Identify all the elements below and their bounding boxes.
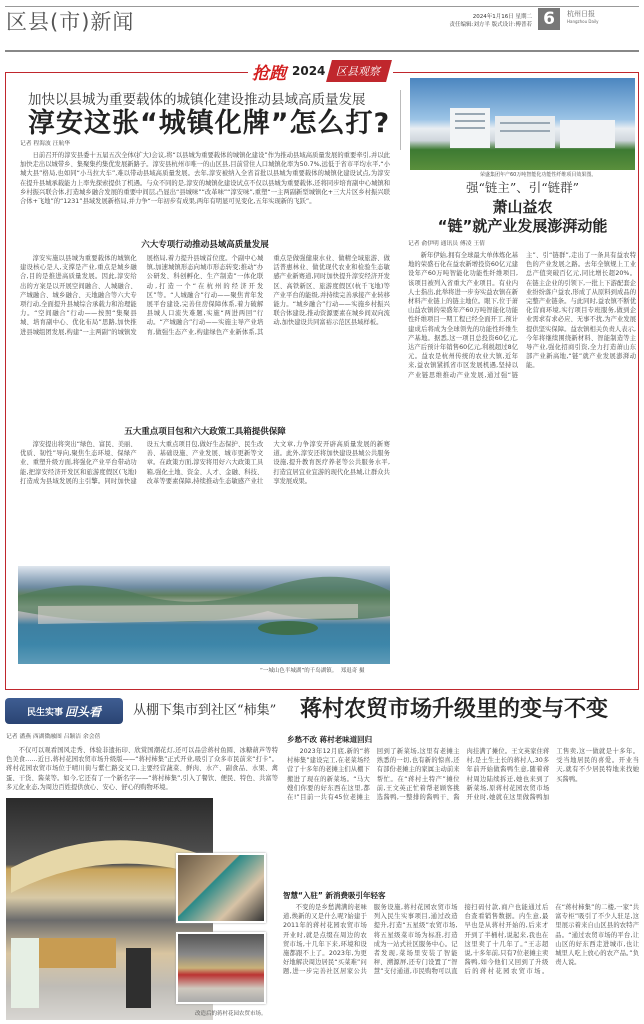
story2-text: 新年伊始,拥有全球最大单体炼化基地的荣盛石化在益农新增投资60亿元建设年产60万吨智能化功能性纤维项目,该项目被列入省重大产业项目。有业内人士指出,此举将进一步夯实益农镇在新材料产业链上的链主地位。眼下,位于萧山益农镇的荣盛年产60万吨智能化功能性纤维项目一期工程已经全面开工,预计建成后将成为全球领先的功能性纤维生产基地。据悉,这一项目总投资60亿元,达产后预计年销售60亿元,利税超过8亿元。益农是杭州传统的农业大镇,近年来,益农镇紧抓省市区发展机遇,坚持以产业链思维推动产业发展,通过强“链主”、引“链群”,走出了一条具有益农特色的产业发展之路。去年全镇规上工业总产值突破百亿元,同比增长超20%。在链主企业的引领下,一批上下游配套企业纷纷落户益农,形成了从原料到成品的完整产业链条。与此同时,益农镇不断优化营商环境,实行项目专班服务,做到企业需求有求必应、无事不扰,为产业发展提供坚实保障。益农镇相关负责人表示,今年将继续围绕新材料、智能制造等主导产业,强化招商引资,全力打造萧山东部产业新高地,“链”就产业发展澎湃动能。 [408,252,636,379]
panorama-caption [260,668,364,675]
section-title: 区县(市)新闻 [6,10,135,34]
top-rule [5,6,639,7]
editor-credits: 责任编辑:刘方半 版式设计:傅普若 [449,22,532,28]
paper-name: 杭州日报 [567,10,595,18]
story2-headline-line2: “链”就产业发展澎湃动能 [437,217,608,235]
story3-text1: 2023年12月底,新的“蒋村柿集”建设完工,在老菜场经营了十多年的老摊主们从棚下搬进了现在的新菜场。“马大嫂们你要的好东西在这里,都在!”目前一共有45位老摊主回到了新菜场,这里有老摊主熟悉的一切,也有新的惊喜,还有部份老摊主的家属主动前来帮忙。在“蒋村土特产”摊位前,王文英正忙着帮老顾客挑选酱鸭,一整排的酱鸭干、酱肉挂满了摊位。王文英家住蒋村,是土生土长的蒋村人,30多年前开始做酱鸭生意,随着蒋村周边陆续拆迁,她也来到了新菜场,原蒋村花园农贸市场开业时,她就在这里做酱鸭加工售卖,这一做就是十多年。受当地居民的喜爱。开业当天,就有不少居民特地来找她买酱鸭。 [287,748,639,802]
story3-lead: 不仅可以观看国风走秀、体验非遗拓印、欣赏国潮花灯,还可以品尝蒋村鱼圆、冰糖葫芦等特色美食……近日,蒋村花园农贸市场升级版——“蒋村柿集”正式开业,吸引了众多市民前来“打卡”。蒋村花园农贸市场位于晴川街与紫仁路交叉口,主要经营蔬菜、鲜肉、水产、副食品、水果、禽蛋、干货、酱菜等。如今,它还有了一个新名字——“蒋村柿集”,引入了餐饮、便民、特色、共富等多元化业态,为周边百姓提供放心、安心、舒心的购物环境。 [6,747,278,791]
page-number: 6 [538,8,560,30]
rongsheng-project-rendering [410,78,635,170]
story2-byline: 记者 俞伊明 通讯员 傅凌 王倩 [408,241,485,247]
livelihood-review-badge [5,698,123,724]
feature-banner [248,57,393,85]
story1-section1-text: 淳安实施以县城为重要载体的城镇化建设核心是人,支撑是产业,重点是城乡融合,目的是推进高质量发展。因此,淳安给出的方案是以开展空间融合、人城融合、产城融合、城乡融合、天地融合等六大专项行动,全面提升县城综合承载力和治理能力。“空间融合”行动——按照“集聚县城、培育副中心、优化布局”思路,加快推进县城组团发展,构建“一主两副”的城镇发展格局,着力提升县城首位度。个副中心城镇,加速城镇形态向城市形态转变;推动“办公研发、科创孵化、生产制造”一体化联动,打造一个“在杭州的经济开发区”等。“人城融合”行动——聚焦青年发展平台建设,完善住房保障体系,着力破解县城人口流失难题,实施“两进两回”行动。“产城融合”行动——实施主导产业培育,做强生态产业,构建绿色产业新体系,其重点是做强健康水业、做精全域旅游、做活普惠林业、做优现代农业和检验生态敏感产业新赛道,同时加快提升淳安经济开发区、高铁新区、旅游度假区(杭千飞地)等产业平台的能级,并持续完善承接产业转移能力。“城乡融合”行动——实施乡村振兴联合体建设,推动资源要素在城乡间双向流动,加快建设共同富裕示范区县域样板。 [20,255,390,336]
story1-byline: 记者 程海波 汪航华 [20,141,71,147]
paper-name-en: Hangzhou Daily [567,19,599,24]
badge-accent: 回头看 [65,704,102,719]
story1-section2-heading: 五大重点项目包和六大政策工具箱提供保障 [124,427,286,437]
story1-subtitle: 加快以县城为重要载体的城镇化建设推动县域高质量发展 [28,92,366,108]
factory-illustration [410,78,635,170]
banner-column: 区县观察 [326,60,392,82]
badge-main: 民生实事 [26,707,63,718]
qiandaohu-panorama-photo [18,566,390,664]
paper-logo [567,10,599,24]
banner-rush: 抢跑 [252,63,286,84]
photo-credit: 郑退奇 摄 [340,668,365,674]
market-customers-photo [176,853,266,923]
story3-subhead1: 乡愁不改 蒋村老味道回归 [287,735,373,744]
issue-meta [450,13,532,29]
header-rule [5,50,639,52]
story1-section2-text: 淳安提出将突出“绿色、富民、美丽、优质、韧性”导向,聚焦生态环境、保绿产业、重塑升级方面,将强化产业平台带动功能,把淳安经济开发区和旅游度假区(飞地)打造成为县域发展的主引擎。同时加快建设五大重点项目包,做好生态保护、民生改善、基础设施、产业发展、城市更新等文章。在政策方面,淳安将用好六大政策工具箱,强化土地、资金、人才、金融、科技、改革等要素保障,持续推动生态敏感产业壮大文章,力争淳安开辟高质量发展的新赛道。此外,淳安还将加快建设县城公共服务设施,提升教育医疗养老等公共服务水平,打造宜居宜业宜游的现代化县城,让群众共享发展成果。 [20,441,390,485]
story1-lead: 日前召开的淳安县委十五届五次全体(扩大)会议,将“以县城为重要载体的城镇化建设”作为推动县域高质量发展的重要牵引,并以此加快走出以城带乡、集聚集约集优发展新路子。淳安县杭州市唯一的山区县,目前常住人口城镇化率为50.7%,远低于省市平均水平,“小城大县”格局,也如同“小马拉大车”,难以带动县域高质量发展。去年,淳安被纳入全省首批以县城为重要载体的城镇化建设试点,为淳安在提升县城承载能力上率先探索提供了机遇。与众不同的是,淳安的城镇化建设试点不仅以县城为重要载体,还将同步培育副中心城镇和乡村振兴联合体,打造城乡融合发展的重要中间层,凸显出“县城味”“改革味”“淳安味”,重塑“一主两副新型城镇化+三大片区乡村振兴联合体+飞地”的“1231”县域发展新格局,并力争“一年初步有成果,两年有明显可见变化,五年实现新的飞跃”。 [20,152,390,206]
rendering-caption: 荣盛集团年产60万吨智能化功能性纤维项目效果图。 [480,172,597,178]
story3-byline: 记者 潘燕 西湖微融图 吕颖洁 余会蓓 [6,734,101,740]
story2-subtitle: 强“链主”、引“链群” [465,180,580,195]
banner-year: 2024 [292,64,326,78]
story1-section1-heading: 六大专项行动推动县域高质量发展 [141,240,269,250]
story1-headline: 淳安这张“城镇化牌”怎么打? [28,108,391,139]
story3-subhead2: 智慧“入驻” 新消费吸引年轻客 [283,891,386,900]
column-divider [400,90,401,150]
market-photo-caption: 改造后的蒋村花园农贸市场。 [195,1011,267,1017]
story3-text2: 不变的是乡愁满满的老味道,焕新的又是什么呢?始建于2011年的蒋村花园农贸市场开业时,就是点缀在周边的农贸市场,十几年下来,环境和设施都跟不上了。2023年,为更好地解决周边居民“买菜难”问题,进一步完善社区居家公共服务设施,蒋村花园农贸市场列入民生实事项目,通过改造提升,打造“五星级”农贸市场,将五星级菜市场为标准,打造成为一站式社区服务中心。记者发现,菜场里安装了智能秤、溯源屏,还专门设置了“智慧”支付通道,市民购物可以直接扫码付款,商户也能通过后台查看销售数据。内生意,最早也是从蒋村开始的,后来才开到了半桶村,说起来,我也在这里卖了十几年了。”王志超说,十多年前,只有7位老摊主卖酱鸭,如今他们又回到了升级后的蒋村花园农贸市场。在“蒋村柿集”的二楼,一家“共富专柜”吸引了不少人驻足,这里展示着来自山区县的农特产品。“通过农贸市场的平台,让山区的好东西走进城市,也让城里人吃上放心的农产品。”负责人说。 [283,904,639,976]
issue-date: 2024年1月16日 星期二 [472,14,532,20]
market-stalls-photo [176,932,266,1004]
panorama-caption-text: “一城山色半城湖”的千岛湖镇。 [260,668,338,674]
story3-headline: 蒋村农贸市场升级里的变与不变 [300,697,609,722]
story2-headline-line1: 萧山益农 [492,198,553,216]
panorama-illustration [18,566,390,664]
story3-subtitle: 从棚下集市到社区“柿集” [133,703,277,718]
